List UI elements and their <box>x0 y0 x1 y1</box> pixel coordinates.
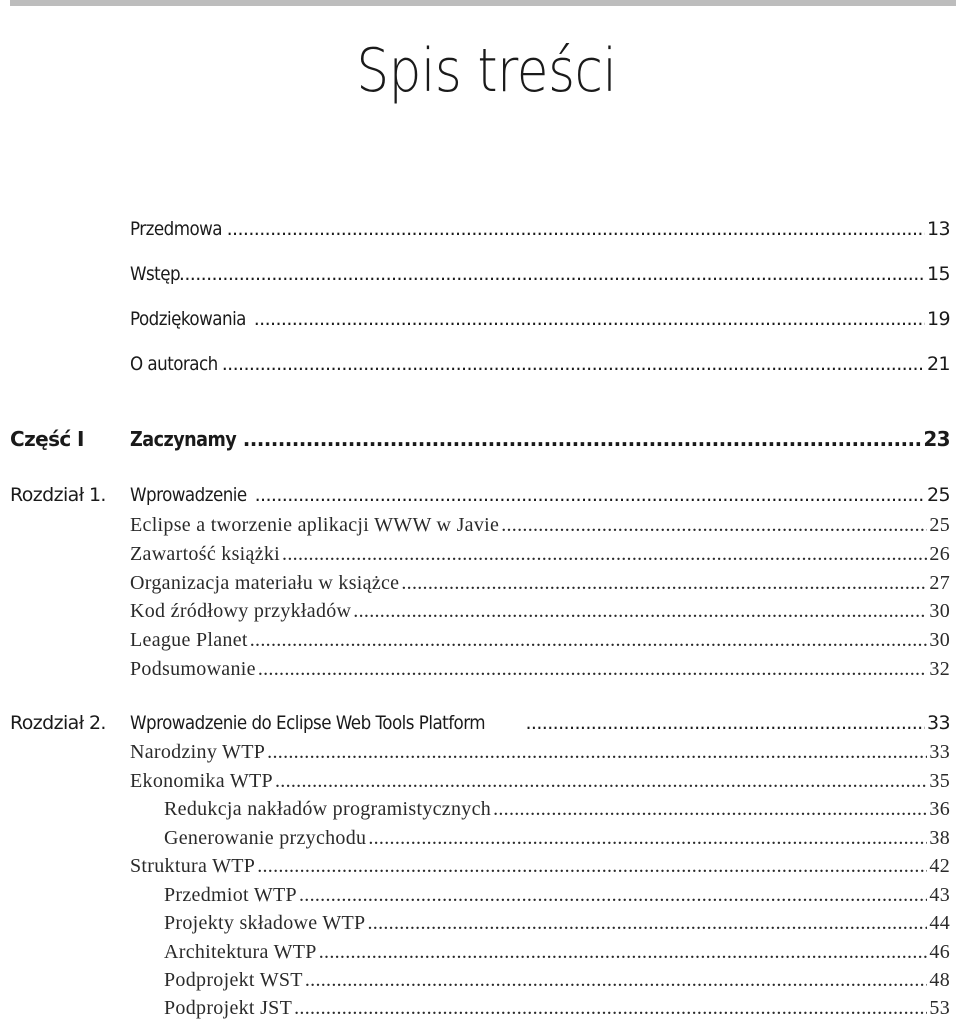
toc-leader <box>275 770 927 793</box>
toc-section[interactable] <box>130 629 950 652</box>
toc-page-number: 53 <box>929 997 950 1019</box>
toc-leader <box>250 629 928 652</box>
toc-page-number: 30 <box>929 629 950 651</box>
toc-page-number: 38 <box>929 827 950 849</box>
toc-section[interactable] <box>130 514 950 537</box>
toc-subsection[interactable] <box>164 941 950 964</box>
toc-leader <box>255 484 925 506</box>
toc-page-number: 25 <box>929 514 950 536</box>
toc-entry-part-1[interactable] <box>130 427 950 451</box>
toc-leader <box>367 912 927 935</box>
toc-entry-podziekowania[interactable] <box>130 308 950 330</box>
toc-leader <box>267 741 927 764</box>
chapter-label: Rozdział 2. <box>10 712 106 734</box>
toc-entry-label: Wprowadzenie do Eclipse Web Tools Platform <box>130 712 486 734</box>
part-label: Część I <box>10 427 84 451</box>
toc-leader <box>319 941 928 964</box>
toc-entry-label: Wprowadzenie <box>130 484 247 506</box>
toc-leader <box>227 218 925 240</box>
toc-entry-label: Podsumowanie <box>130 658 256 680</box>
toc-entry-przedmowa[interactable] <box>130 218 950 240</box>
toc-entry-chapter-1[interactable] <box>130 484 950 506</box>
toc-leader <box>401 572 927 595</box>
toc-leader <box>501 514 927 537</box>
toc-page-number: 19 <box>927 308 950 330</box>
toc-entry-label: Zaczynamy <box>130 427 237 451</box>
toc-page-number: 46 <box>929 941 950 963</box>
toc-subsection[interactable] <box>164 997 950 1020</box>
toc-page-number: 15 <box>927 263 950 285</box>
toc-leader <box>353 600 927 623</box>
toc-leader <box>258 658 928 681</box>
toc-page-number: 33 <box>927 712 950 734</box>
toc-page-number: 44 <box>929 912 950 934</box>
toc-page-number: 30 <box>929 600 950 622</box>
toc-section[interactable] <box>130 572 950 595</box>
toc-entry-label: Eclipse a tworzenie aplikacji WWW w Javie <box>130 514 500 536</box>
chapter-label: Rozdział 1. <box>10 484 106 506</box>
toc-page-number: 23 <box>923 427 950 451</box>
toc-entry-label: Kod źródłowy przykładów <box>130 600 352 622</box>
toc-leader <box>299 884 927 907</box>
toc-leader <box>493 798 927 821</box>
toc-subsection[interactable] <box>164 912 950 935</box>
toc-entry-wstep[interactable] <box>130 263 950 285</box>
toc-entry-label: Narodziny WTP <box>130 741 266 763</box>
toc-page-number: 13 <box>927 218 950 240</box>
toc-section[interactable] <box>130 543 950 566</box>
toc-page-number: 42 <box>929 855 950 877</box>
toc-entry-label: Ekonomika WTP <box>130 770 273 792</box>
toc-section[interactable] <box>130 600 950 623</box>
toc-subsection[interactable] <box>164 884 950 907</box>
toc-section[interactable] <box>130 770 950 793</box>
toc-leader <box>254 308 925 330</box>
toc-entry-label: Generowanie przychodu <box>164 827 367 849</box>
toc-page-number: 21 <box>927 353 950 375</box>
toc-page-number: 32 <box>929 658 950 680</box>
toc-entry-o-autorach[interactable] <box>130 353 950 375</box>
toc-entry-label: Organizacja materiału w książce <box>130 572 400 594</box>
toc-leader <box>294 997 927 1020</box>
toc-entry-label: League Planet <box>130 629 248 651</box>
toc-page-number: 35 <box>929 770 950 792</box>
toc-subsection[interactable] <box>164 798 950 821</box>
toc-leader <box>525 712 925 734</box>
toc-page-number: 26 <box>929 543 950 565</box>
page-title: Spis treści <box>355 36 616 106</box>
top-rule <box>10 0 956 6</box>
toc-page-number: 43 <box>929 884 950 906</box>
toc-section[interactable] <box>130 741 950 764</box>
toc-leader <box>179 263 925 285</box>
toc-entry-label: Podprojekt JST <box>164 997 293 1019</box>
toc-section[interactable] <box>130 658 950 681</box>
toc-entry-label: Redukcja nakładów programistycznych <box>164 798 492 820</box>
toc-page-number: 33 <box>929 741 950 763</box>
toc-leader <box>222 353 925 375</box>
toc-page-number: 25 <box>927 484 950 506</box>
toc-subsection[interactable] <box>164 969 950 992</box>
toc-entry-label: Przedmowa <box>130 218 223 240</box>
toc-entry-label: Struktura WTP <box>130 855 256 877</box>
toc-page-number: 36 <box>929 798 950 820</box>
toc-entry-label: Projekty składowe WTP <box>164 912 366 934</box>
toc-leader <box>282 543 927 566</box>
toc-section[interactable] <box>130 855 950 878</box>
toc-entry-label: Przedmiot WTP <box>164 884 297 906</box>
toc-leader <box>257 855 927 878</box>
toc-entry-label: Zawartość książki <box>130 543 281 565</box>
toc-entry-label: Podziękowania <box>130 308 246 330</box>
toc-subsection[interactable] <box>164 827 950 850</box>
toc-entry-chapter-2[interactable] <box>130 712 950 734</box>
toc-entry-label: Wstęp <box>130 263 181 285</box>
toc-entry-label: O autorach <box>130 353 218 375</box>
toc-page-number: 27 <box>929 572 950 594</box>
toc-entry-label: Podprojekt WST <box>164 969 303 991</box>
toc-leader <box>368 827 927 850</box>
toc-leader <box>243 427 922 451</box>
toc-page-number: 48 <box>929 969 950 991</box>
toc-entry-label: Architektura WTP <box>164 941 317 963</box>
toc-leader <box>305 969 928 992</box>
